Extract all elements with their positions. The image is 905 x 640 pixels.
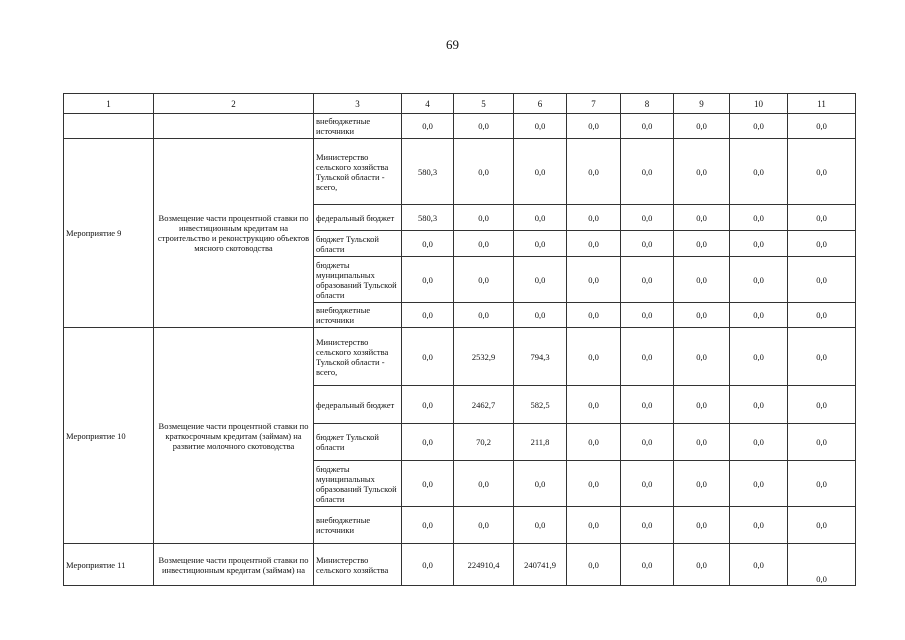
last-value-cell: 0,0 bbox=[788, 461, 856, 507]
column-header: 10 bbox=[730, 94, 788, 114]
value-cell: 0,0 bbox=[730, 257, 788, 303]
column-header: 8 bbox=[621, 94, 674, 114]
value-cell: 0,0 bbox=[621, 257, 674, 303]
value-cell: 0,0 bbox=[567, 386, 621, 424]
source-cell: бюджеты муниципальных образований Тульской области bbox=[314, 257, 402, 303]
page-number: 69 bbox=[446, 37, 459, 52]
value-cell: 0,0 bbox=[674, 328, 730, 386]
value-cell: 211,8 bbox=[514, 424, 567, 461]
value-cell: 0,0 bbox=[514, 231, 567, 257]
measure-cell bbox=[64, 114, 154, 139]
value-cell: 0,0 bbox=[454, 139, 514, 205]
source-cell: Министерство сельского хозяйства bbox=[314, 544, 402, 586]
value-cell: 0,0 bbox=[730, 386, 788, 424]
description-cell: Возмещение части процентной ставки по инвестиционным кредитам (займам) на bbox=[154, 544, 314, 586]
last-value-cell: 0,0 bbox=[788, 231, 856, 257]
table-row bbox=[64, 328, 856, 386]
value-cell: 0,0 bbox=[730, 205, 788, 231]
value-cell: 0,0 bbox=[454, 205, 514, 231]
value-cell: 0,0 bbox=[621, 114, 674, 139]
value-cell: 0,0 bbox=[674, 139, 730, 205]
value-cell: 0,0 bbox=[730, 114, 788, 139]
source-cell: бюджет Тульской области bbox=[314, 231, 402, 257]
value-cell: 0,0 bbox=[730, 461, 788, 507]
last-value-cell: 0,0 bbox=[788, 386, 856, 424]
value-cell: 0,0 bbox=[621, 544, 674, 586]
value-cell: 0,0 bbox=[621, 461, 674, 507]
source-cell: бюджеты муниципальных образований Тульской области bbox=[314, 461, 402, 507]
value-cell: 0,0 bbox=[567, 424, 621, 461]
value-cell: 0,0 bbox=[454, 231, 514, 257]
value-cell: 0,0 bbox=[674, 461, 730, 507]
value-cell: 0,0 bbox=[454, 257, 514, 303]
column-header: 9 bbox=[674, 94, 730, 114]
measure-cell: Мероприятие 9 bbox=[64, 139, 154, 328]
value-cell: 0,0 bbox=[621, 386, 674, 424]
last-value-cell: 0,0 bbox=[788, 257, 856, 303]
header-row bbox=[64, 94, 856, 114]
column-header: 11 bbox=[788, 94, 856, 114]
value-cell: 240741,9 bbox=[514, 544, 567, 586]
value-cell: 0,0 bbox=[514, 461, 567, 507]
value-cell: 0,0 bbox=[621, 303, 674, 328]
value-cell: 794,3 bbox=[514, 328, 567, 386]
measure-cell: Мероприятие 11 bbox=[64, 544, 154, 586]
value-cell: 0,0 bbox=[402, 386, 454, 424]
source-cell: внебюджетные источники bbox=[314, 507, 402, 544]
source-cell: бюджет Тульской области bbox=[314, 424, 402, 461]
last-value-cell: 0,0 bbox=[788, 114, 856, 139]
value-cell: 0,0 bbox=[402, 257, 454, 303]
value-cell: 0,0 bbox=[514, 303, 567, 328]
value-cell: 0,0 bbox=[567, 139, 621, 205]
value-cell: 0,0 bbox=[674, 257, 730, 303]
source-cell: Министерство сельского хозяйства Тульской области - всего, bbox=[314, 328, 402, 386]
description-cell bbox=[154, 114, 314, 139]
value-cell: 0,0 bbox=[514, 205, 567, 231]
last-value-cell: 0,0 bbox=[788, 303, 856, 328]
value-cell: 0,0 bbox=[567, 257, 621, 303]
value-cell: 0,0 bbox=[674, 114, 730, 139]
value-cell: 2462,7 bbox=[454, 386, 514, 424]
value-cell: 580,3 bbox=[402, 139, 454, 205]
value-cell: 0,0 bbox=[514, 507, 567, 544]
value-cell: 0,0 bbox=[514, 257, 567, 303]
last-value-text: 0,0 bbox=[816, 574, 827, 584]
value-cell: 0,0 bbox=[567, 303, 621, 328]
value-cell: 0,0 bbox=[514, 139, 567, 205]
description-cell: Возмещение части процентной ставки по краткосрочным кредитам (займам) на развитие молочного скотоводства bbox=[154, 328, 314, 544]
value-cell: 0,0 bbox=[454, 114, 514, 139]
value-cell: 0,0 bbox=[567, 114, 621, 139]
measure-cell: Мероприятие 10 bbox=[64, 328, 154, 544]
value-cell: 0,0 bbox=[567, 231, 621, 257]
value-cell: 0,0 bbox=[730, 424, 788, 461]
value-cell: 0,0 bbox=[514, 114, 567, 139]
value-cell: 0,0 bbox=[402, 231, 454, 257]
column-header: 4 bbox=[402, 94, 454, 114]
value-cell: 0,0 bbox=[454, 507, 514, 544]
value-cell: 0,0 bbox=[621, 328, 674, 386]
value-cell: 0,0 bbox=[730, 507, 788, 544]
value-cell: 0,0 bbox=[621, 507, 674, 544]
value-cell: 0,0 bbox=[402, 328, 454, 386]
value-cell: 0,0 bbox=[621, 139, 674, 205]
value-cell: 0,0 bbox=[567, 205, 621, 231]
value-cell: 0,0 bbox=[402, 461, 454, 507]
value-cell: 580,3 bbox=[402, 205, 454, 231]
value-cell: 0,0 bbox=[454, 303, 514, 328]
table-row bbox=[64, 544, 856, 586]
column-header: 1 bbox=[64, 94, 154, 114]
source-cell: федеральный бюджет bbox=[314, 386, 402, 424]
value-cell: 0,0 bbox=[567, 507, 621, 544]
value-cell: 0,0 bbox=[567, 461, 621, 507]
value-cell: 0,0 bbox=[674, 303, 730, 328]
source-cell: внебюджетные источники bbox=[314, 114, 402, 139]
value-cell: 0,0 bbox=[402, 507, 454, 544]
budget-table bbox=[63, 93, 856, 586]
column-header: 2 bbox=[154, 94, 314, 114]
value-cell: 0,0 bbox=[730, 303, 788, 328]
column-header: 5 bbox=[454, 94, 514, 114]
value-cell: 0,0 bbox=[674, 507, 730, 544]
last-value-cell: 0,0 bbox=[788, 328, 856, 386]
last-value-cell bbox=[788, 544, 856, 586]
table-row bbox=[64, 114, 856, 139]
source-cell: федеральный бюджет bbox=[314, 205, 402, 231]
value-cell: 0,0 bbox=[567, 544, 621, 586]
value-cell: 582,5 bbox=[514, 386, 567, 424]
column-header: 7 bbox=[567, 94, 621, 114]
last-value-cell: 0,0 bbox=[788, 205, 856, 231]
value-cell: 0,0 bbox=[402, 114, 454, 139]
last-value-cell: 0,0 bbox=[788, 424, 856, 461]
value-cell: 0,0 bbox=[730, 139, 788, 205]
source-cell: внебюджетные источники bbox=[314, 303, 402, 328]
value-cell: 0,0 bbox=[674, 231, 730, 257]
value-cell: 0,0 bbox=[621, 424, 674, 461]
value-cell: 224910,4 bbox=[454, 544, 514, 586]
value-cell: 0,0 bbox=[730, 544, 788, 586]
value-cell: 70,2 bbox=[454, 424, 514, 461]
column-header: 6 bbox=[514, 94, 567, 114]
value-cell: 0,0 bbox=[674, 544, 730, 586]
value-cell: 0,0 bbox=[674, 424, 730, 461]
value-cell: 0,0 bbox=[567, 328, 621, 386]
value-cell: 0,0 bbox=[621, 205, 674, 231]
value-cell: 0,0 bbox=[730, 328, 788, 386]
source-cell: Министерство сельского хозяйства Тульской области - всего, bbox=[314, 139, 402, 205]
value-cell: 0,0 bbox=[621, 231, 674, 257]
value-cell: 2532,9 bbox=[454, 328, 514, 386]
column-header: 3 bbox=[314, 94, 402, 114]
last-value-cell: 0,0 bbox=[788, 139, 856, 205]
value-cell: 0,0 bbox=[730, 231, 788, 257]
description-cell: Возмещение части процентной ставки по инвестиционным кредитам на строительство и реконструкцию объектов мясного скотоводства bbox=[154, 139, 314, 328]
value-cell: 0,0 bbox=[674, 386, 730, 424]
value-cell: 0,0 bbox=[674, 205, 730, 231]
value-cell: 0,0 bbox=[402, 303, 454, 328]
value-cell: 0,0 bbox=[402, 544, 454, 586]
table-row bbox=[64, 139, 856, 205]
value-cell: 0,0 bbox=[454, 461, 514, 507]
value-cell: 0,0 bbox=[402, 424, 454, 461]
last-value-cell: 0,0 bbox=[788, 507, 856, 544]
